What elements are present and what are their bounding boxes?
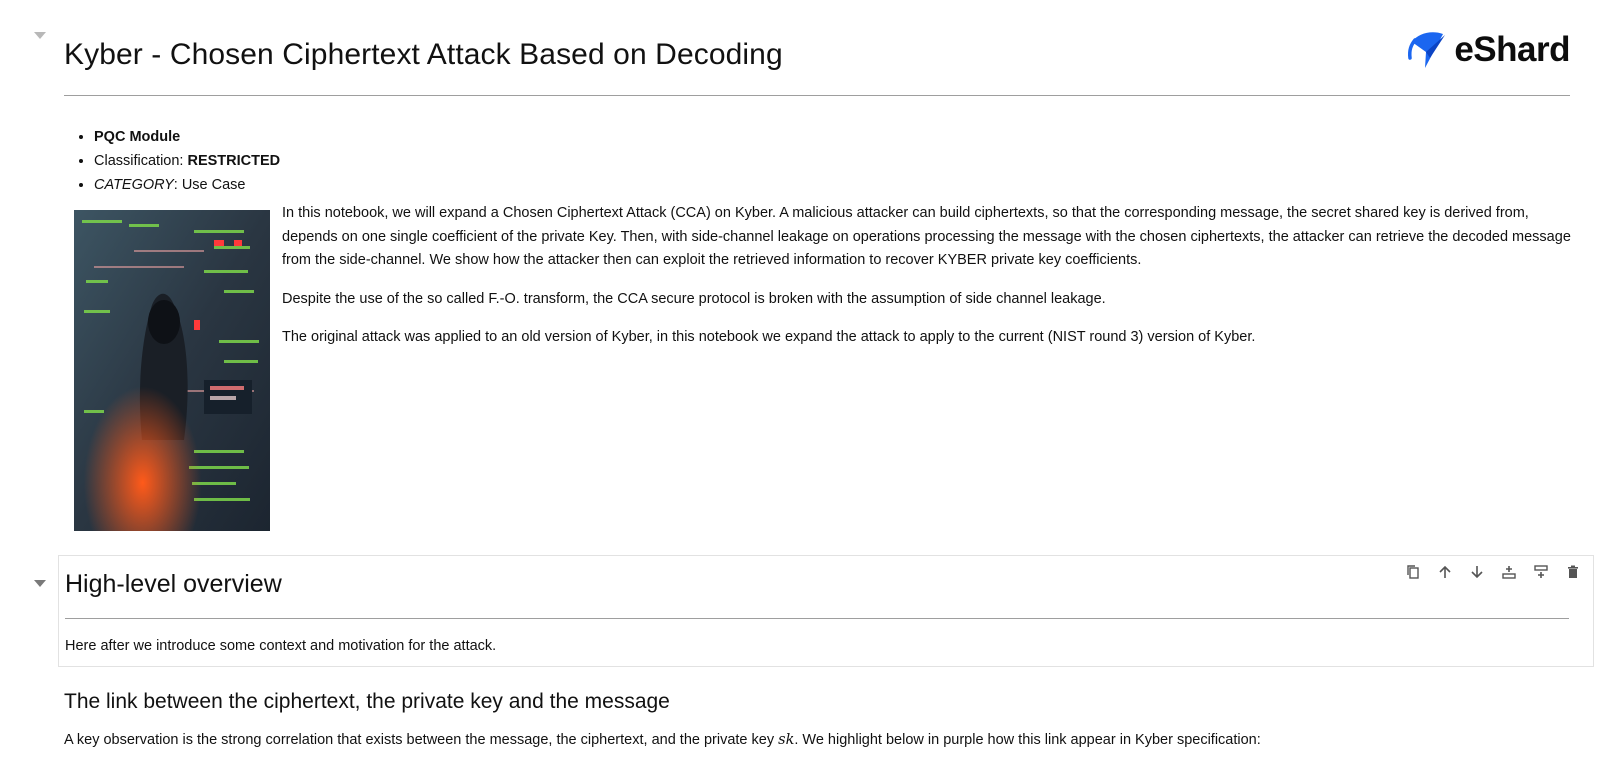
math-sk: sk: [778, 732, 795, 748]
arrow-down-icon: [1469, 564, 1485, 580]
paper-plane-logo-icon: [1406, 28, 1450, 72]
cell-toolbar: [1403, 562, 1583, 582]
hacker-illustration-image: [74, 210, 270, 531]
overview-cell[interactable]: [58, 555, 1594, 667]
insert-above-icon: [1501, 564, 1517, 580]
overview-divider: [65, 618, 1569, 619]
intro-paragraph: Despite the use of the so called F.-O. transform, the CCA secure protocol is broken with the assumption of side channel leakage.: [282, 290, 1106, 307]
meta-module: • PQC Module: [94, 125, 280, 149]
trash-icon: [1565, 564, 1581, 580]
observation-text: A key observation is the strong correlation that exists between the message, the ciphertext, and the private key sk. We highlight below in purple how this link appear in Kyber specification:: [64, 732, 1261, 748]
duplicate-cell-button[interactable]: [1403, 562, 1423, 582]
delete-cell-button[interactable]: [1563, 562, 1583, 582]
move-cell-up-button[interactable]: [1435, 562, 1455, 582]
collapse-cell-caret[interactable]: [34, 32, 46, 39]
eshard-logo: [1406, 28, 1570, 72]
intro-paragraph: The original attack was applied to an old version of Kyber, in this notebook we expand the attack to apply to the current (NIST round 3) version of Kyber.: [282, 329, 1256, 345]
overview-heading: High-level overview: [65, 570, 282, 598]
meta-list: [64, 125, 280, 197]
title-divider: [64, 95, 1570, 96]
copy-icon: [1405, 564, 1421, 580]
meta-category: • CATEGORY: Use Case: [94, 173, 280, 197]
overview-text: Here after we introduce some context and motivation for the attack.: [65, 638, 497, 654]
link-section-heading: The link between the ciphertext, the private key and the message: [64, 690, 670, 713]
insert-cell-below-button[interactable]: [1531, 562, 1551, 582]
meta-classification: • Classification: RESTRICTED: [94, 149, 280, 173]
collapse-cell-caret[interactable]: [34, 580, 46, 587]
insert-below-icon: [1533, 564, 1549, 580]
arrow-up-icon: [1437, 564, 1453, 580]
intro-text: [282, 202, 1572, 365]
logo-text: eShard: [1454, 30, 1570, 69]
page-title: Kyber - Chosen Ciphertext Attack Based on Decoding: [64, 38, 783, 71]
intro-paragraph: In this notebook, we will expand a Chosen Ciphertext Attack (CCA) on Kyber. A malicious attacker can build ciphertexts, so that the corresponding message, the secret shared key is derived from, depends on one single coefficient of the private Key. Then, with side-channel leakage on operations processing the message with the chosen ciphertexts, the attacker can retrieve the decoded message from the side-channel. We show how the attacker then can exploit the retrieved information to recover KYBER private key coefficients.: [282, 205, 1571, 268]
insert-cell-above-button[interactable]: [1499, 562, 1519, 582]
move-cell-down-button[interactable]: [1467, 562, 1487, 582]
